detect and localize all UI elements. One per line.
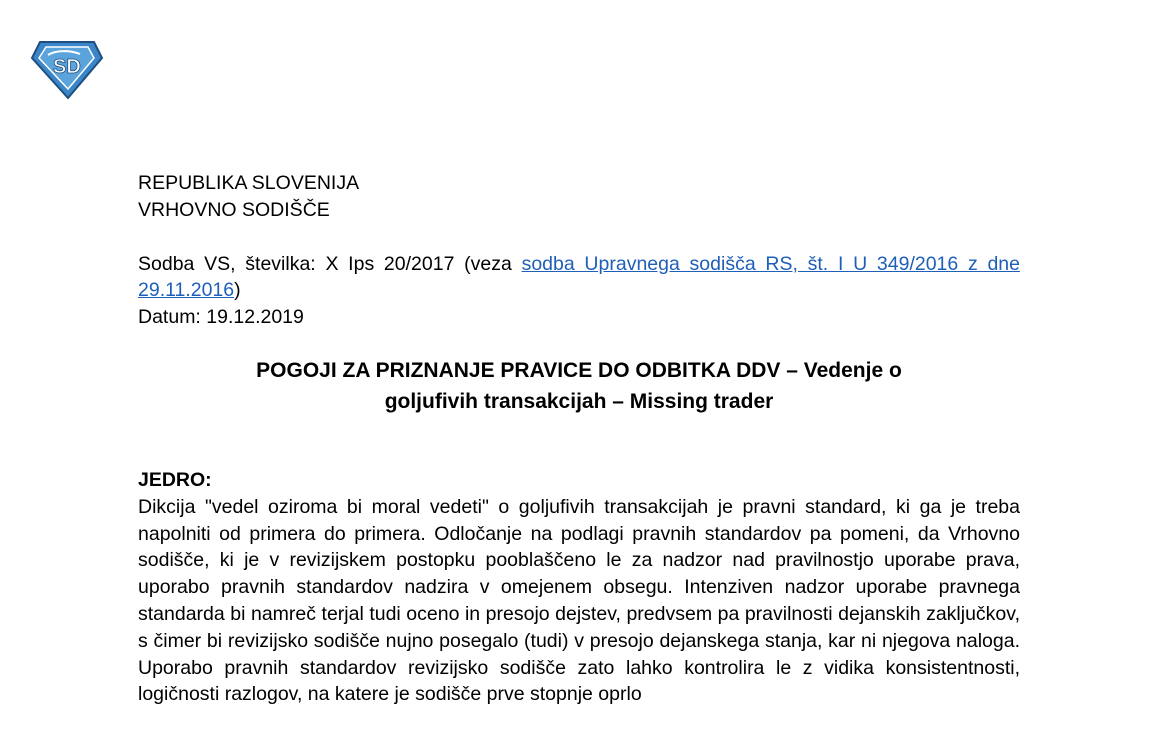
title-line-2: goljufivih transakcijah – Missing trader	[384, 389, 774, 413]
reference-prefix: Sodba VS, številka: X Ips 20/2017 (veza	[138, 252, 522, 275]
section-heading: JEDRO:	[138, 468, 212, 491]
court-diamond-logo-icon	[30, 40, 104, 100]
logo-text: SD	[53, 56, 81, 78]
related-judgment-link[interactable]: sodba Upravnega sodišča RS, št. I U 349/2016 z dne 29.11.2016	[138, 252, 1020, 302]
document-body	[138, 170, 1020, 708]
judgment-date: Datum: 19.12.2019	[138, 306, 304, 329]
judgment-reference	[138, 251, 1020, 331]
core-section	[138, 467, 1020, 708]
section-body-text: Dikcija "vedel oziroma bi moral vedeti" o goljufivih transakcijah je pravni standard, ki ga je treba napolniti od primera do primera. Odločanje na podlagi pravnih standardov pa pomeni, da Vrhovno sodišče, ki je v revizijskem postopku pooblaščeno le za nadzor nad pravilnostjo uporabe prava, uporabo pravnih standardov nadzira v omejenem obsegu. Intenziven nadzor uporabe pravnega standarda bi namreč terjal tudi oceno in presojo dejstev, predvsem pa pravilnosti dejanskih zaključkov, s čimer bi revizijsko sodišče nujno posegalo (tudi) v presojo dejanskega stanja, kar ni njegova naloga. Uporabo pravnih standardov revizijsko sodišče zato lahko kontrolira le z vidika konsistentnosti, logičnosti razlogov, na katere je sodišče prve stopnje oprlo	[138, 495, 1020, 706]
country-name: REPUBLIKA SLOVENIJA	[138, 172, 360, 194]
court-name: VRHOVNO SODIŠČE	[138, 198, 330, 221]
court-logo-icon	[30, 40, 104, 100]
title-line-1: POGOJI ZA PRIZNANJE PRAVICE DO ODBITKA DDV – Vedenje o	[256, 358, 902, 382]
document-title	[138, 355, 1020, 417]
court-header	[138, 170, 1020, 224]
reference-suffix: )	[234, 279, 241, 302]
